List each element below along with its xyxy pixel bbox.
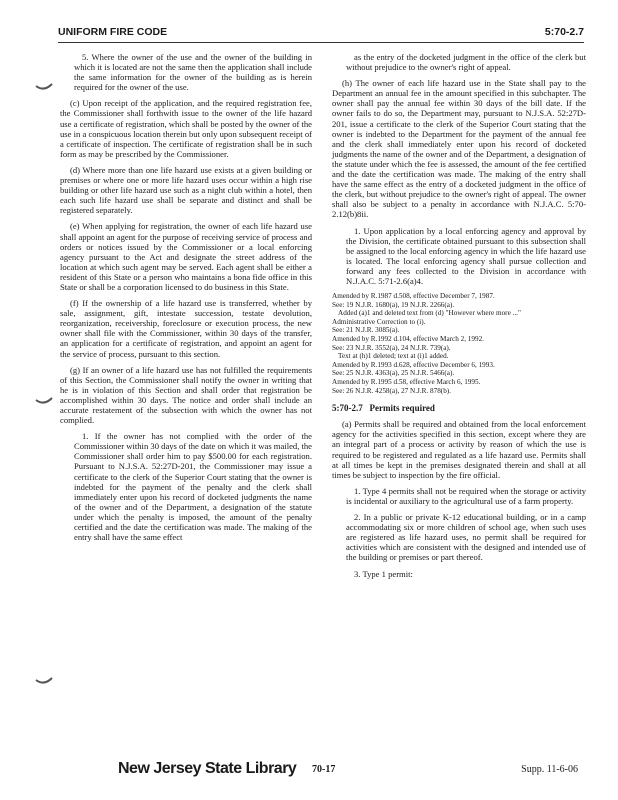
paragraph: (c) Upon receipt of the application, and the required registration fee, the Commissioner shall forthwith issue to the owner of the life hazard use a certificate of registration, which shall be posted by the owner of the use in a conspicuous location therein but only upon subsequent receipt of a certificate of inspection. The certificate of registration shall be in such form as may be prescribed by the Commissioner. [60,98,312,159]
header-section-number: 5:70-2.7 [544,26,584,38]
binder-hole-mark [34,78,54,92]
history-line: Amended by R.1993 d.628, effective December 6, 1993. [332,360,495,369]
paragraph: (f) If the ownership of a life hazard use is transferred, whether by sale, assignment, gift, intestate succession, testate devolution, reorganization, receivership, foreclosure or execution process, the new owner shall file with the Commissioner, within 30 days of the transfer, an application for a certificate of registration, and appoint an agent for the service of process, pursuant to this section. [60,298,312,359]
history-line: See: 25 N.J.R. 4363(a), 25 N.J.R. 5466(a). [332,369,455,378]
paragraph: 1. If the owner has not complied with the order of the Commissioner within 30 days of the date on which it was mailed, the Commissioner shall order him to pay $500.00 for each registration. Pursuant to N.J.S.A. 52:27D-201, the Commissioner may issue a certificate to the clerk of the Superior Court stating that the owner is indebted for the payment of the penalty and the clerk shall immediately enter upon his record of docketed judgments the name of the owner and of the Department, a designation of the statute under which the penalty is imposed, the amount of the penalty certified and the date the certification was made. The making of the entry shall have the same effect [74,431,312,543]
binder-hole-mark [34,392,54,406]
history-line: Amended by R.1995 d.58, effective March 6, 1995. [332,378,481,386]
section-title: Permits required [369,403,435,414]
header-title: UNIFORM FIRE CODE [58,26,168,38]
history-line: Administrative Correction to (i). [332,317,426,326]
paragraph: (h) The owner of each life hazard use in the State shall pay to the Department an annual fee in the amount specified in this subchapter. The owner shall pay the annual fee within 30 days of the bill date. If the owner fails to do so, the Department may, pursuant to N.J.S.A. 52:27D-201, issue a certificate to the clerk of the Superior Court stating that the owner is indebted to the Department for the payment of the annual fee and the clerk shall immediately enter upon his record of docketed judgments the name of the owner and of the Department, a designation of the statute under which the fee is assessed, the amount of the fee certified and the date the certification was made. The making of the entry shall have the same effect as the entry of a docketed judgment in the office of the clerk, but without prejudice to the owner's right of appeal. The owner shall also be subject to a penalty in accordance with N.J.A.C. 5:70-2.12(b)8ii. [332,78,586,220]
paragraph: (e) When applying for registration, the owner of each life hazard use shall appoint an agent for the purpose of receiving service of process and orders or notices issued by the Commissioner or a local enforcing agency pursuant to the Act and designate the street address of the location at which such agent may be served. Each agent shall be either a resident of this State or a person who maintains a bona fide office in this State or shall be a corporation licensed to do business in this State. [60,221,312,292]
history-line: See: 26 N.J.R. 4258(a), 27 N.J.R. 878(b). [332,386,451,395]
paragraph: 2. In a public or private K-12 educational building, or in a camp accommodating six or more children of school age, when such uses are registered as life hazard uses, no permit shall be required for activities which are consistent with the designed and intended use of the building or premises or part thereof. [346,512,586,563]
history-line: See: 21 N.J.R. 3085(a). [332,326,400,335]
history-line: Amended by R.1987 d.508, effective December 7, 1987. [332,292,495,301]
paragraph: 1. Type 4 permits shall not be required when the storage or activity is incidental or auxiliary to the agricultural use of a farm property. [346,485,586,506]
paragraph: (a) Permits shall be required and obtained from the local enforcement agency for the activities specified in this section, except where they are an integral part of a process or activity by reason of which the use is required to be registered and regulated as a life hazard use. Permits shall at all times be kept in the premises designated therein and shall at all times be subject to inspection by the fire official. [332,419,586,480]
left-column [60,52,312,548]
paragraph: 3. Type 1 permit: [354,568,413,579]
history-line: Added (a)1 and deleted text from (d) "However where more ..." [338,309,521,318]
right-column [332,52,586,585]
history-line: See: 23 N.J.R. 3552(a), 24 N.J.R. 739(a). [332,343,451,352]
page-header [58,26,584,43]
section-heading [332,403,586,413]
section-number: 5:70-2.7 [332,403,363,414]
library-logo: New Jersey State Library [118,760,297,777]
page-number: 70-17 [312,764,336,775]
supplement-date: Supp. 11-6-06 [521,764,578,775]
paragraph: 5. Where the owner of the use and the owner of the building in which it is located are not the same then the application shall include the same information for the owner of the building as is herein required for the owner of the use. [74,52,312,93]
history-line: See: 19 N.J.R. 1680(a), 19 N.J.R. 2266(a). [332,300,455,309]
paragraph: as the entry of the docketed judgment in the office of the clerk but without prejudice to the owner's right of appeal. [346,52,586,73]
paragraph: (d) Where more than one life hazard use exists at a given building or premises or where one or more life hazard uses occur within a high rise building or other life hazard use such as a night club within a hotel, then each such life hazard use shall be separate and distinct and shall be registered separately. [60,164,312,216]
paragraph: 1. Upon application by a local enforcing agency and approval by the Division, the certificate obtained pursuant to this subsection shall be assigned to the local enforcing agency in which the life hazard use is located. The local enforcing agency shall pursue collection and forward any fees collected to the Division in accordance with N.J.A.C. 5:71-2.6(a)4. [346,225,586,286]
history-line: Text at (h)1 deleted; text at (i)1 added. [338,352,449,361]
history-line: Amended by R.1992 d.104, effective March 2, 1992. [332,335,484,344]
amendment-history [332,292,586,395]
paragraph: (g) If an owner of a life hazard use has not fulfilled the requirements of this Section, the Commissioner shall notify the owner in writing that he is in violation of this Section and shall order that registration be accomplished within 30 days. The notice and order shall include an accurate restatement of the subsection with which the owner has not complied. [60,364,312,426]
binder-hole-mark [34,672,54,686]
